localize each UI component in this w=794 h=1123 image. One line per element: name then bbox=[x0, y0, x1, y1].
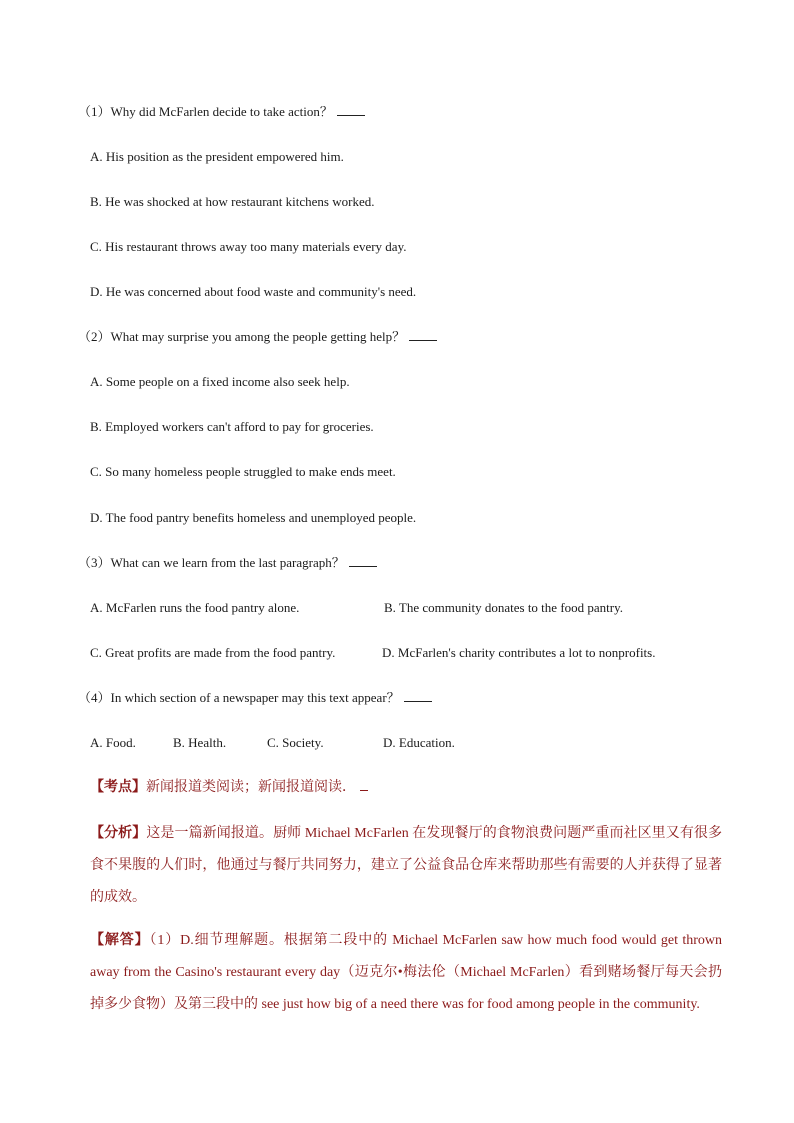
kaodian-tag: 【考点】 bbox=[90, 780, 146, 795]
question-4-option-a: A. Food. bbox=[90, 735, 136, 750]
dash-mark bbox=[360, 780, 368, 791]
fenxi-section bbox=[90, 818, 722, 914]
question-1-option-d: D. He was concerned about food waste and community's need. bbox=[90, 284, 417, 299]
question-1-option-a: A. His position as the president empowered him. bbox=[90, 149, 344, 164]
question-1-option-c: C. His restaurant throws away too many materials every day. bbox=[90, 239, 407, 254]
question-3-stem: （3）What can we learn from the last paragraph？ bbox=[78, 555, 377, 571]
jieda-text: （1）D.细节理解题。根据第二段中的 Michael McFarlen saw how much food would get thrown away from the Casino's restaurant every day（迈克尔•梅法伦（Michael McFarlen）看到赌场餐厅每天会扔掉多少食物）及第三段中的 see just how big of a need there was for food among people in the community. bbox=[90, 933, 723, 1012]
question-4-option-c: C. Society. bbox=[267, 735, 324, 750]
answer-blank bbox=[404, 690, 432, 702]
answer-blank bbox=[409, 329, 437, 341]
question-2-option-c: C. So many homeless people struggled to make ends meet. bbox=[90, 464, 396, 479]
question-3-option-d: D. McFarlen's charity contributes a lot to nonprofits. bbox=[382, 645, 656, 660]
question-4-stem: （4）In which section of a newspaper may this text appear？ bbox=[78, 690, 432, 706]
question-2-option-d: D. The food pantry benefits homeless and unemployed people. bbox=[90, 510, 417, 525]
answer-blank bbox=[349, 555, 377, 567]
question-2-stem: （2）What may surprise you among the people getting help？ bbox=[78, 329, 437, 345]
answer-blank bbox=[337, 104, 365, 116]
question-2-option-b: B. Employed workers can't afford to pay for groceries. bbox=[90, 419, 374, 434]
question-1-option-b: B. He was shocked at how restaurant kitchens worked. bbox=[90, 194, 375, 209]
fenxi-tag: 【分析】 bbox=[90, 826, 147, 841]
fenxi-text: 这是一篇新闻报道。厨师 Michael McFarlen 在发现餐厅的食物浪费问题严重而社区里又有很多食不果腹的人们时，他通过与餐厅共同努力，建立了公益食品仓库来帮助那些有需要的人并获得了显著的成效。 bbox=[90, 826, 723, 905]
question-4-option-d: D. Education. bbox=[383, 735, 455, 750]
question-3-option-c: C. Great profits are made from the food pantry. bbox=[90, 645, 336, 660]
question-4-option-b: B. Health. bbox=[173, 735, 227, 750]
question-3-option-b: B. The community donates to the food pantry. bbox=[384, 600, 624, 615]
question-2-option-a: A. Some people on a fixed income also seek help. bbox=[90, 374, 350, 389]
jieda-tag: 【解答】 bbox=[90, 933, 150, 948]
kaodian-text: 新闻报道类阅读；新闻报道阅读． bbox=[146, 780, 356, 795]
question-1-stem: （1）Why did McFarlen decide to take action？ bbox=[78, 104, 365, 120]
kaodian-section bbox=[90, 780, 368, 796]
question-3-option-a: A. McFarlen runs the food pantry alone. bbox=[90, 600, 300, 615]
jieda-section bbox=[90, 925, 722, 1021]
